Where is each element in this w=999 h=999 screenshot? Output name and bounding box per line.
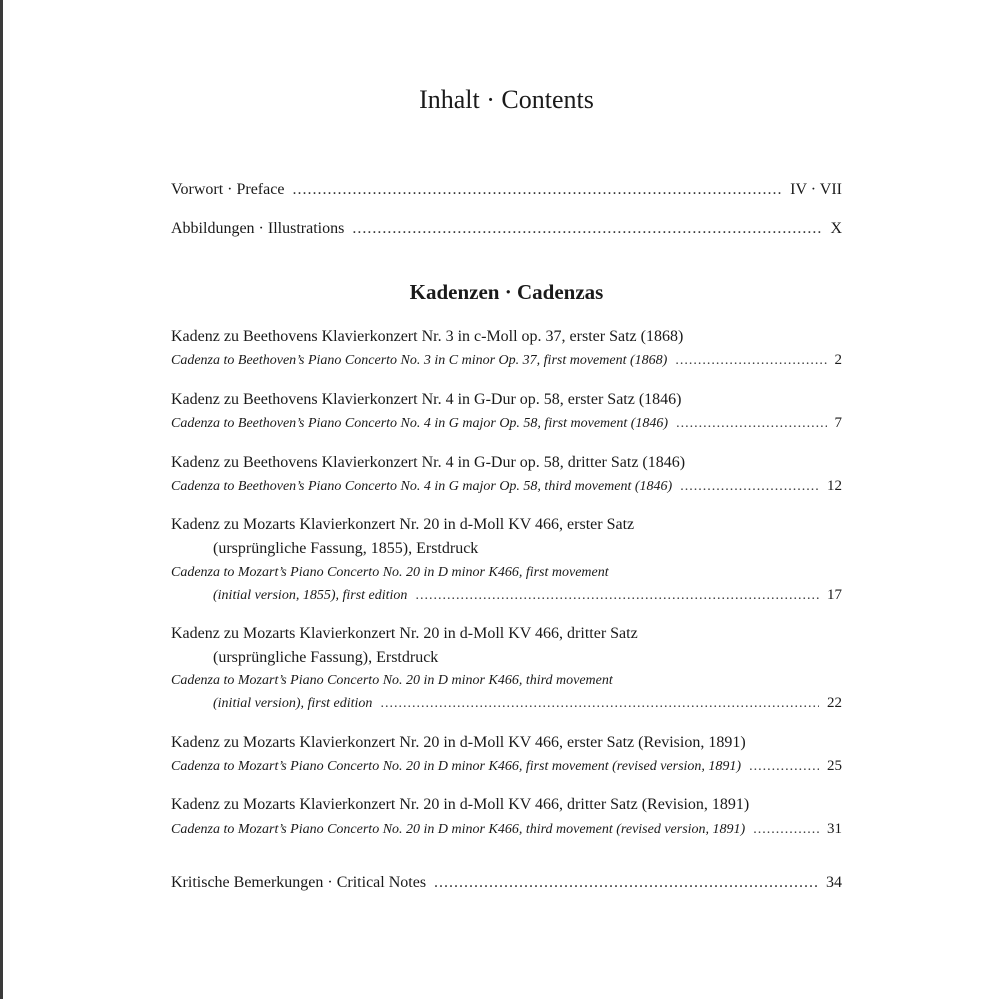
page-edge-rule	[0, 0, 3, 999]
toc-entry-english-subtitle: (initial version, 1855), first edition	[213, 588, 408, 603]
toc-entry-english-title: Cadenza to Beethoven’s Piano Concerto No. 4 in G major Op. 58, first movement (1846)	[171, 416, 669, 431]
toc-page-number: 17	[827, 587, 842, 603]
toc-entry-english-title: Cadenza to Beethoven’s Piano Concerto No. 3 in C minor Op. 37, first movement (1868)	[171, 353, 668, 368]
toc-page-number: 25	[827, 758, 842, 774]
toc-entry-english-line	[171, 756, 842, 777]
toc-entry-german-title: Kadenz zu Mozarts Klavierkonzert Nr. 20 in d-Moll KV 466, erster Satz (Revision, 1891)	[171, 734, 746, 751]
dot-leader	[749, 757, 819, 777]
toc-entry-german-title: Kadenz zu Mozarts Klavierkonzert Nr. 20 in d-Moll KV 466, erster Satz	[171, 516, 635, 533]
toc-entry-critical-notes[interactable]	[171, 872, 842, 894]
toc-entry-german-title: Kadenz zu Beethovens Klavierkonzert Nr. 4 in G-Dur op. 58, erster Satz (1846)	[171, 391, 682, 408]
toc-entry-english-title: Cadenza to Mozart’s Piano Concerto No. 20 in D minor K466, third movement	[171, 673, 613, 688]
toc-entry-english-title: Cadenza to Mozart’s Piano Concerto No. 20 in D minor K466, first movement (revised version, 1891)	[171, 759, 742, 774]
toc-page-number: 31	[827, 821, 842, 837]
dot-leader	[676, 414, 826, 434]
toc-page-number: IV · VII	[790, 181, 842, 198]
dot-leader	[292, 179, 782, 201]
toc-entry-label: Vorwort · Preface	[171, 181, 285, 198]
section-heading: Kadenzen · Cadenzas	[409, 280, 604, 304]
toc-entry-english-title: Cadenza to Beethoven’s Piano Concerto No. 4 in G major Op. 58, third movement (1846)	[171, 479, 673, 494]
toc-entry-english-line	[171, 585, 842, 606]
toc-entry-english-line	[171, 693, 842, 714]
toc-page-number: X	[830, 220, 842, 237]
dot-leader	[415, 586, 819, 606]
toc-entry-english-line	[171, 350, 842, 371]
toc-entry-german-title: Kadenz zu Mozarts Klavierkonzert Nr. 20 in d-Moll KV 466, dritter Satz (Revision, 1891)	[171, 796, 750, 813]
toc-entry-english-title: Cadenza to Mozart’s Piano Concerto No. 20 in D minor K466, first movement	[171, 565, 609, 580]
toc-entry-german-title: Kadenz zu Beethovens Klavierkonzert Nr. 3 in c-Moll op. 37, erster Satz (1868)	[171, 328, 684, 345]
toc-entry-illustrations[interactable]	[171, 218, 842, 240]
toc-page-number: 7	[834, 415, 842, 431]
toc-page-number: 12	[827, 478, 842, 494]
toc-entry-german-subtitle: (ursprüngliche Fassung), Erstdruck	[213, 649, 439, 666]
dot-leader	[434, 872, 818, 894]
dot-leader	[380, 694, 819, 714]
dot-leader	[753, 820, 819, 840]
toc-entry-english-title: Cadenza to Mozart’s Piano Concerto No. 20 in D minor K466, third movement (revised version, 1891)	[171, 822, 746, 837]
toc-entry-preface[interactable]	[171, 179, 842, 201]
toc-entry-german-title: Kadenz zu Mozarts Klavierkonzert Nr. 20 in d-Moll KV 466, dritter Satz	[171, 625, 638, 642]
toc-entry-label: Kritische Bemerkungen · Critical Notes	[171, 874, 427, 891]
toc-entry-label: Abbildungen · Illustrations	[171, 220, 345, 237]
dot-leader	[675, 351, 826, 371]
toc-entry-english-line	[171, 819, 842, 840]
toc-entry-german-subtitle: (ursprüngliche Fassung, 1855), Erstdruck	[213, 540, 479, 557]
toc-page-number: 22	[827, 695, 842, 711]
dot-leader	[680, 477, 819, 497]
toc-entry-english-subtitle: (initial version), first edition	[213, 696, 373, 711]
dot-leader	[352, 218, 822, 240]
toc-page-number: 2	[834, 352, 842, 368]
toc-entry-german-title: Kadenz zu Beethovens Klavierkonzert Nr. 4 in G-Dur op. 58, dritter Satz (1846)	[171, 454, 686, 471]
toc-page-number: 34	[826, 874, 842, 891]
toc-entry-english-line	[171, 476, 842, 497]
toc-entry-english-line	[171, 413, 842, 434]
page-title: Inhalt · Contents	[419, 85, 594, 114]
